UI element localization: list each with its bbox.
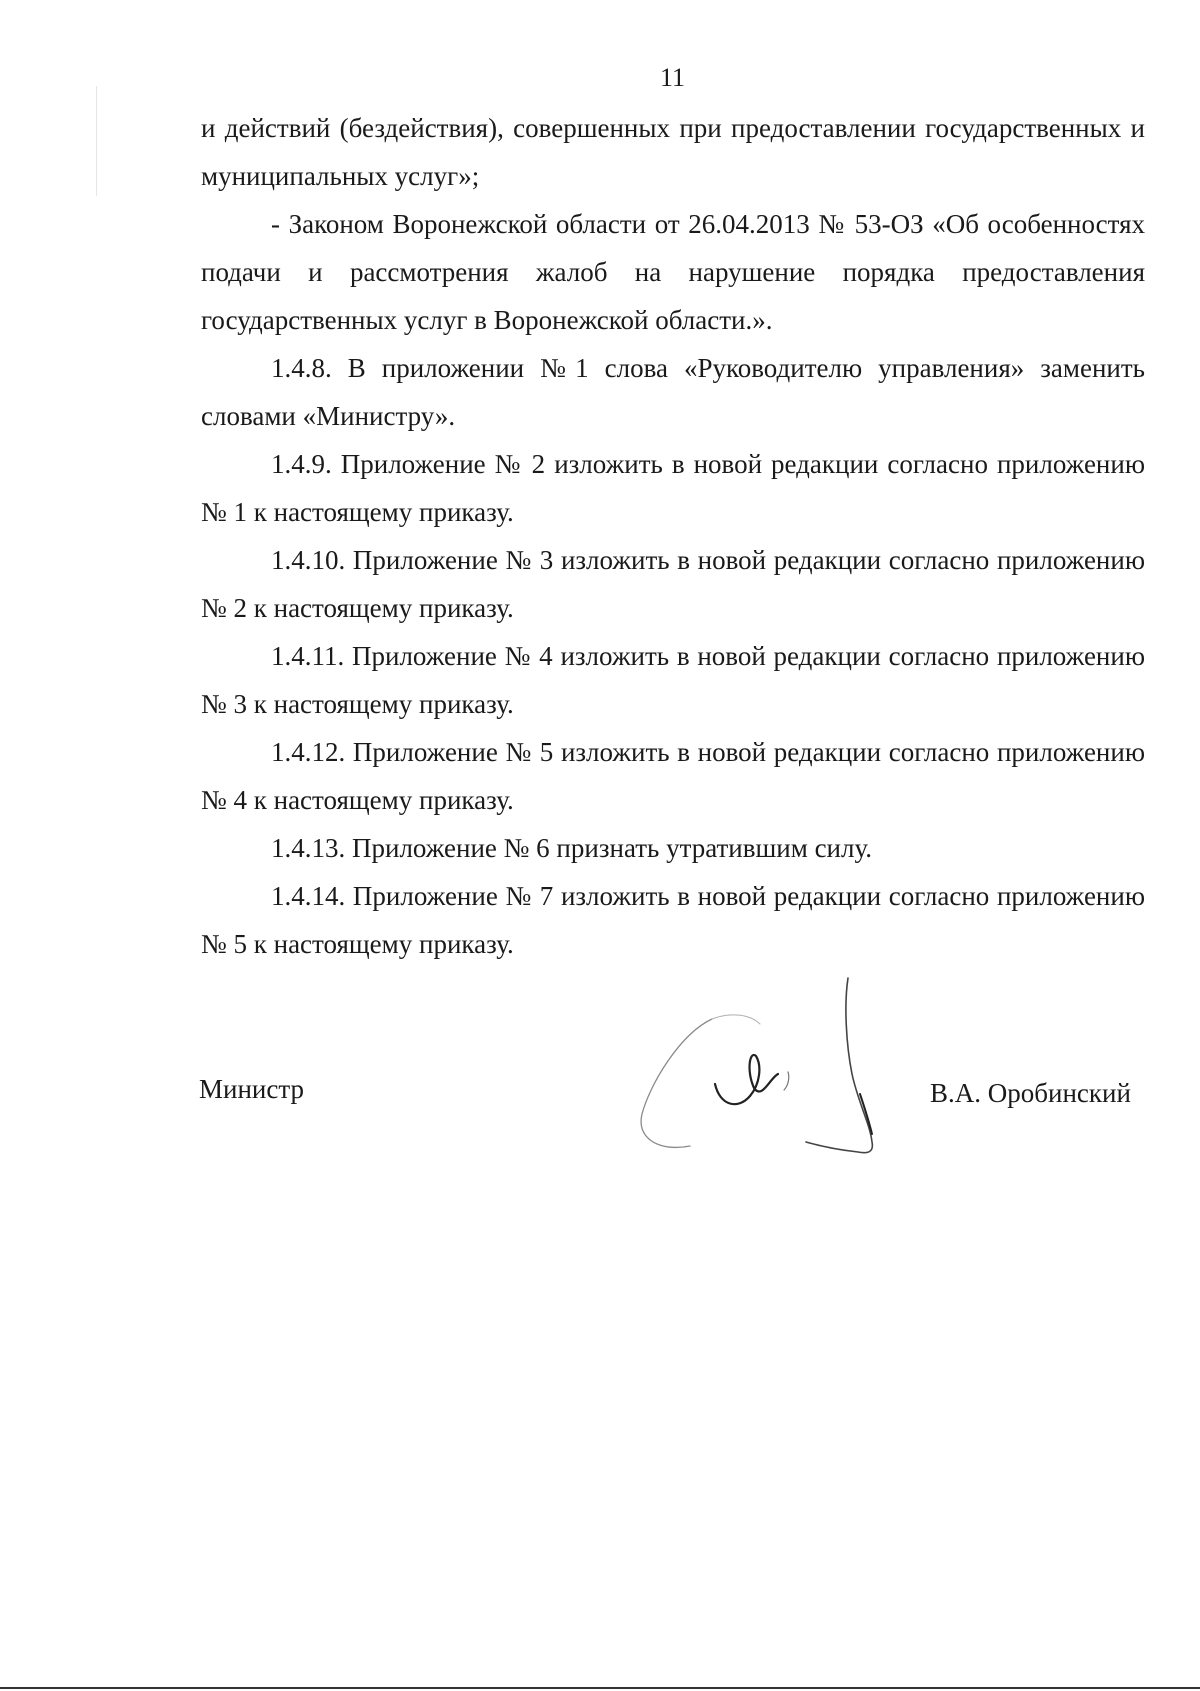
signer-name: В.А. Оробинский (930, 1078, 1131, 1108)
paragraph-1-4-12: 1.4.12. Приложение № 5 изложить в новой редакции согласно приложению № 4 к настоящему приказу. (201, 737, 1145, 815)
paragraph-law-reference: - Законом Воронежской области от 26.04.2013 № 53-ОЗ «Об особенностях подачи и рассмотрения жалоб на нарушение порядка предоставления государственных услуг в Воронежской области.». (201, 209, 1145, 335)
paragraph-1-4-14: 1.4.14. Приложение № 7 изложить в новой редакции согласно приложению № 5 к настоящему приказу. (201, 881, 1145, 959)
page-number: 11 (659, 63, 686, 92)
paragraph-1-4-8: 1.4.8. В приложении №1 слова «Руководителю управления» заменить словами «Министру». (201, 353, 1145, 431)
paragraph-1-4-9: 1.4.9. Приложение № 2 изложить в новой редакции согласно приложению № 1 к настоящему приказу. (201, 449, 1145, 527)
paragraph-1-4-13: 1.4.13. Приложение № 6 признать утратившим силу. (271, 833, 873, 863)
document-body (201, 104, 1145, 968)
paragraph-1-4-11: 1.4.11. Приложение № 4 изложить в новой редакции согласно приложению № 3 к настоящему приказу. (201, 641, 1145, 719)
handwritten-signature (620, 974, 890, 1174)
bottom-edge-line (0, 1687, 1200, 1689)
page-margin-mark (96, 86, 97, 196)
paragraph-1-4-10: 1.4.10. Приложение № 3 изложить в новой редакции согласно приложению № 2 к настоящему приказу. (201, 545, 1145, 623)
paragraph-continuation: и действий (бездействия), совершенных при предоставлении государственных и муниципальных услуг»; (201, 113, 1145, 191)
signature-block (0, 1066, 1200, 1186)
signer-position: Министр (199, 1074, 304, 1104)
